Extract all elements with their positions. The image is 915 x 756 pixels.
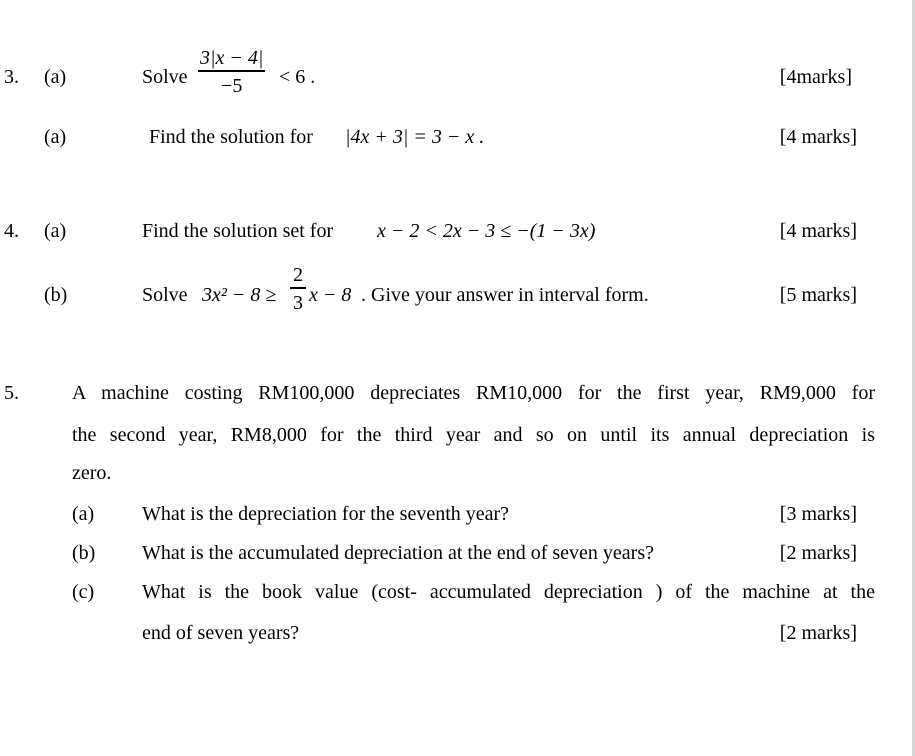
q3a-verb: Solve [142, 66, 188, 88]
q4-number: 4. [4, 220, 19, 242]
q5b-label: (b) [72, 542, 96, 564]
q3b-expression: |4x + 3| = 3 − x . [345, 126, 485, 148]
q4b-text: . Give your answer in interval form. [361, 284, 649, 306]
q5b-text: What is the accumulated depreciation at the end of seven years? [142, 542, 654, 564]
q5-intro-line-2: the second year, RM8,000 for the third year and so on until its annual depreciation is [72, 424, 875, 446]
q5-intro-line-1: A machine costing RM100,000 depreciates RM10,000 for the first year, RM9,000 for [72, 382, 875, 404]
q5-number: 5. [4, 382, 19, 404]
q4b-verb: Solve [142, 284, 188, 306]
q5b-marks: [2 marks] [779, 542, 857, 564]
q4a-expression: x − 2 < 2x − 3 ≤ −(1 − 3x) [377, 220, 596, 242]
q4b-rhs: x − 8 [309, 284, 352, 306]
q3a-marks: [4marks] [779, 66, 852, 88]
q5a-marks: [3 marks] [779, 503, 857, 525]
q3b-marks: [4 marks] [779, 126, 857, 148]
q4a-label: (a) [44, 220, 67, 242]
q5-intro-line-3: zero. [72, 462, 112, 484]
q4b-fraction-bar [290, 287, 306, 289]
q4b-fraction-numerator: 2 [293, 264, 303, 286]
q4b-label: (b) [44, 284, 68, 306]
q5a-label: (a) [72, 503, 95, 525]
q3a-label: (a) [44, 66, 67, 88]
q3a-fraction [198, 47, 265, 97]
q4a-text: Find the solution set for [142, 220, 334, 242]
q5c-marks: [2 marks] [779, 622, 857, 644]
q5c-label: (c) [72, 581, 95, 603]
q4a-marks: [4 marks] [779, 220, 857, 242]
q3a-fraction-numerator: 3|x − 4| [200, 47, 264, 69]
q5c-text-line-1: What is the book value (cost- accumulated depreciation ) of the machine at the [142, 581, 875, 603]
q3a-inequality-rest: < 6 . [279, 66, 316, 88]
q4b-lhs: 3x² − 8 ≥ [202, 284, 277, 306]
q5c-text-line-2: end of seven years? [142, 622, 300, 644]
q3a-fraction-denominator: −5 [221, 74, 243, 97]
q3a-fraction-bar [198, 70, 265, 72]
q3b-text: Find the solution for [149, 126, 313, 148]
q4b-fraction [290, 264, 306, 314]
q4b-marks: [5 marks] [779, 284, 857, 306]
q3-number: 3. [4, 66, 19, 88]
q3b-label: (a) [44, 126, 67, 148]
q4b-fraction-denominator: 3 [293, 291, 303, 314]
q5a-text: What is the depreciation for the seventh year? [142, 503, 510, 525]
